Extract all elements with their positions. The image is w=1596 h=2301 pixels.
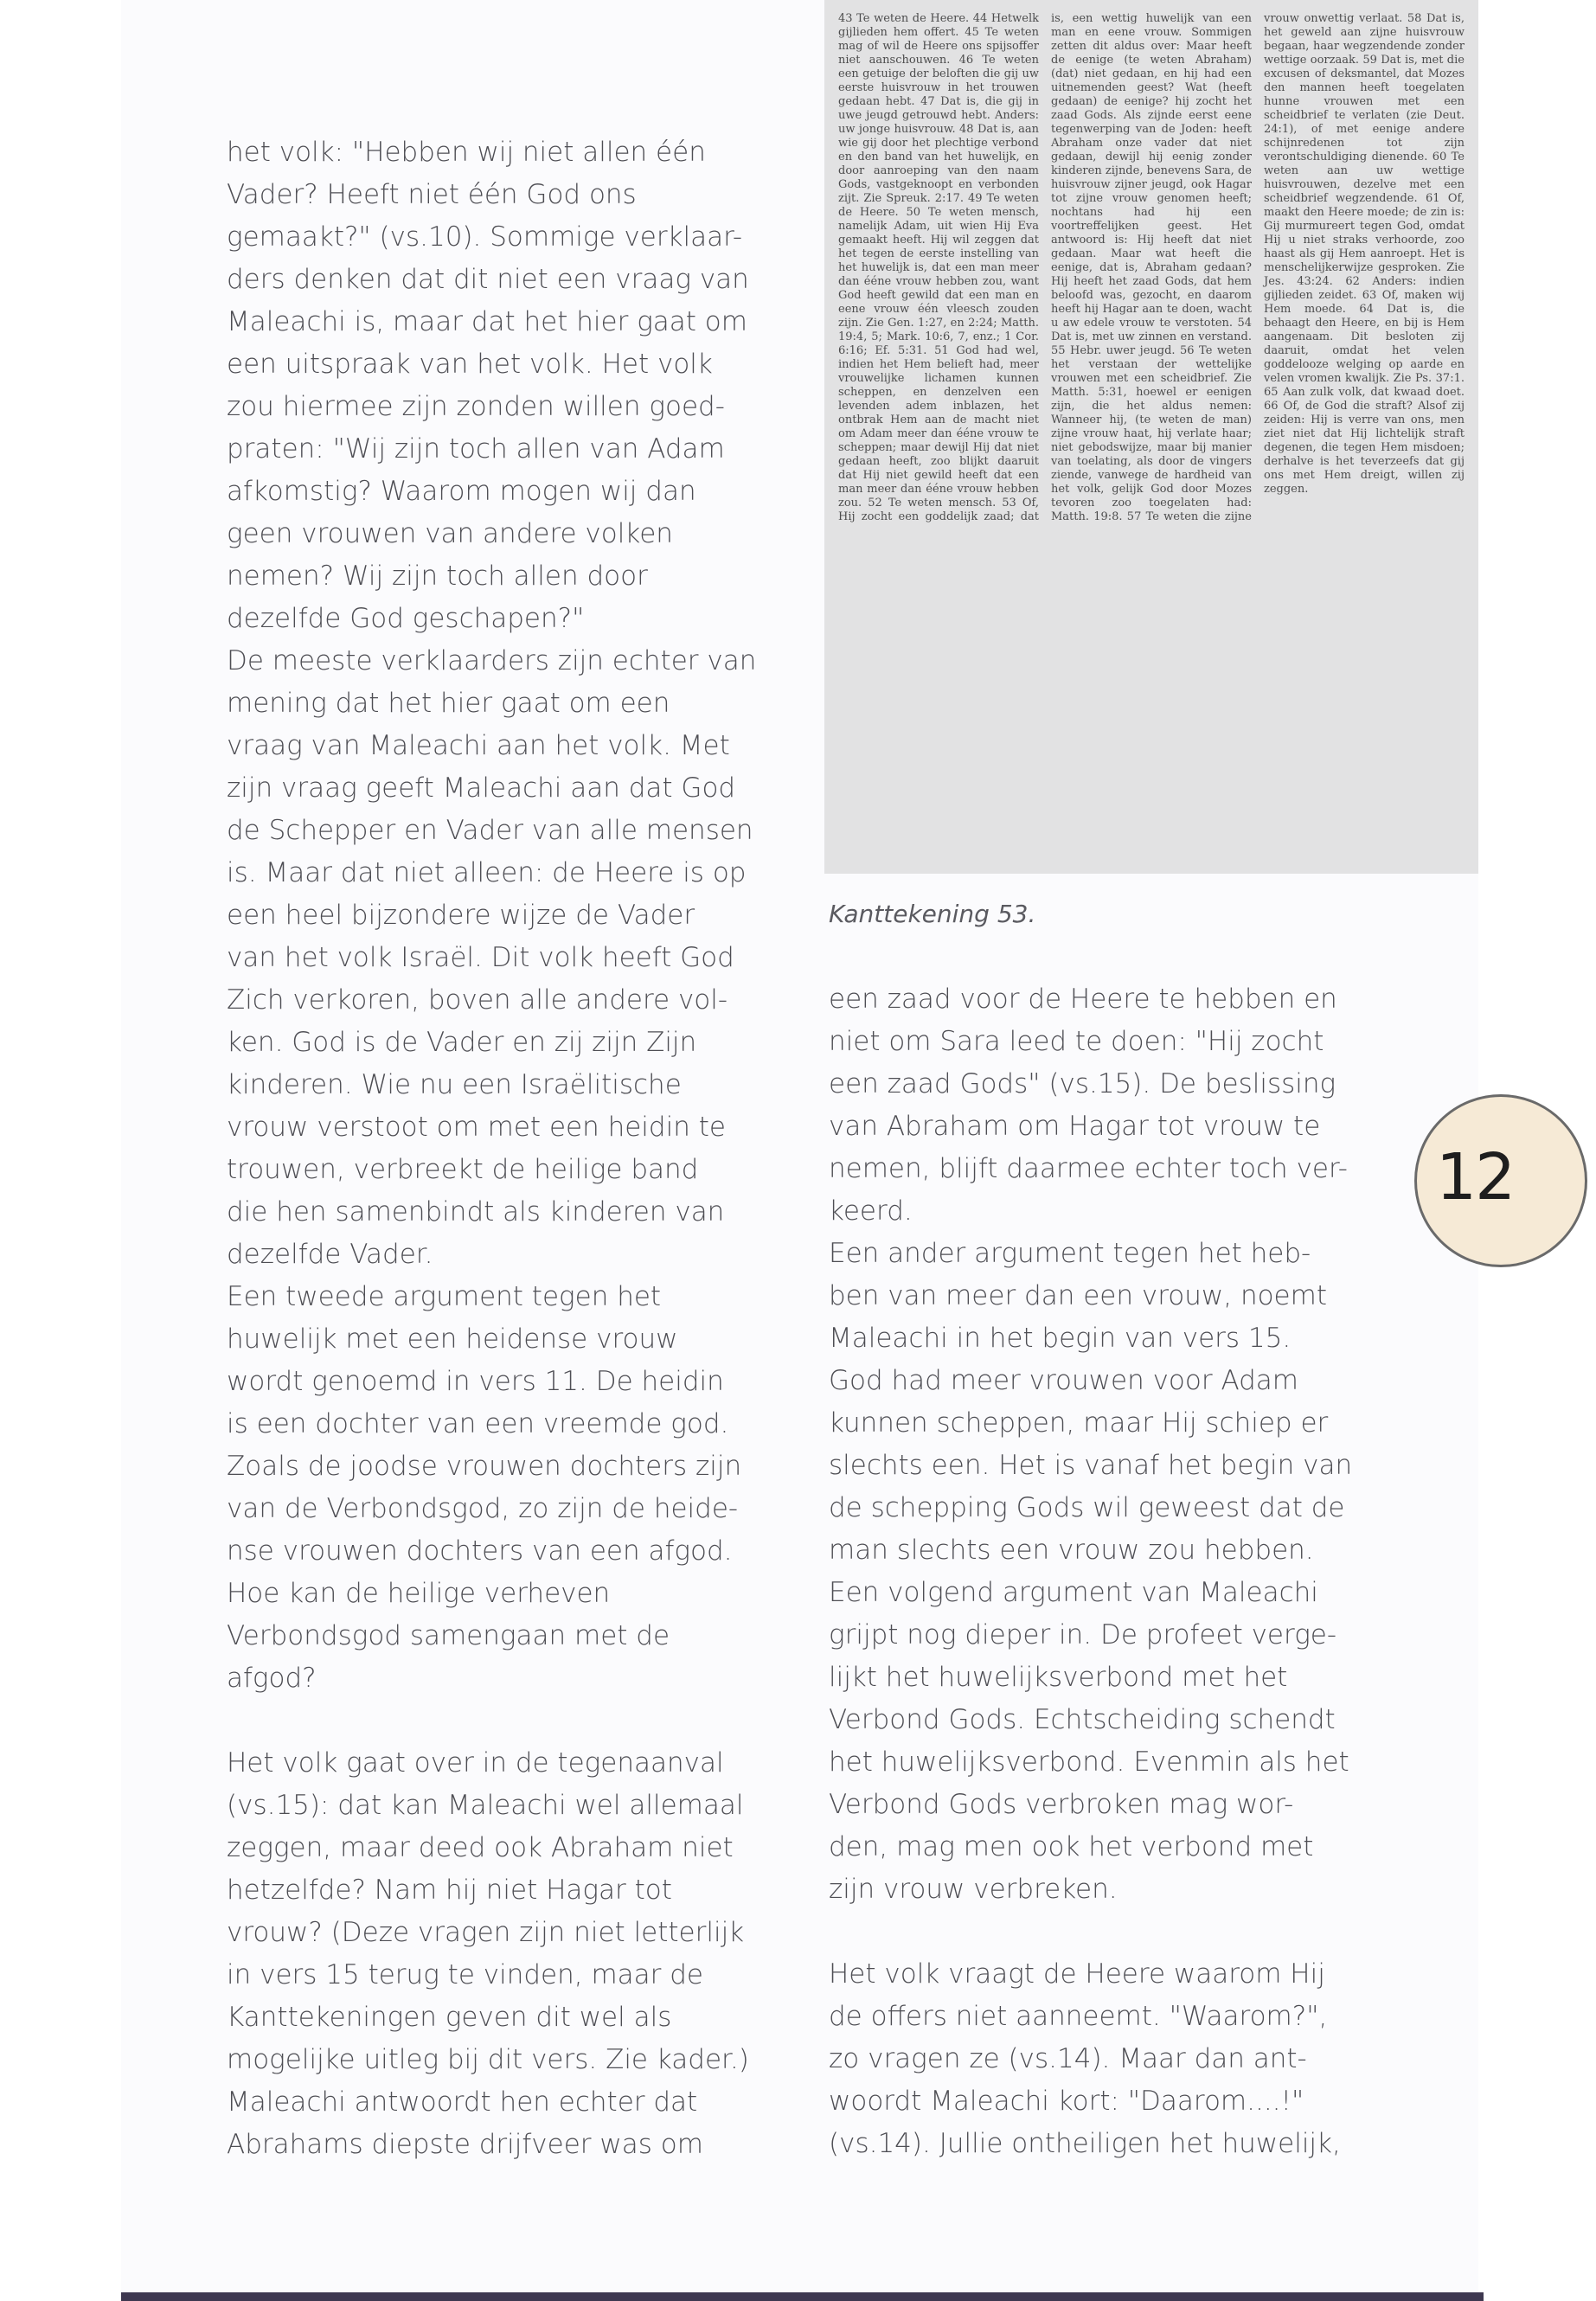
right-text-column bbox=[829, 978, 1382, 2165]
text-line: afgod? bbox=[227, 1663, 317, 1694]
text-line: de schepping Gods wil geweest dat de bbox=[829, 1492, 1345, 1523]
facsimile-text: 43 Te weten de Heere. 44 Hetwelk gijlieden hem offert. 45 Te weten mag of wil de Heere ons spijsoffer niet aanschouwen. 46 Te weten een getuige der beloften die gij uw eerste huisvrouw in het trouwen gedaan hebt. 47 Dat is, die gij in uwe jeugd getrouwd hebt. Anders: uw jonge huisvrouw. 48 Dat is, aan wie gij door het plechtige verbond en den band van het huwelijk, en door aanroeping van den naam Gods, vastgeknoopt en verbonden zijt. Zie Spreuk. 2:17. 49 Te weten de Heere. 50 Te weten mensch, namelijk Adam, uit wien Hij Eva gemaakt heeft. Hij wil zeggen dat het tegen de eerste instelling van het huwelijk is, dat een man meer dan ééne vrouw hebben zou, want God heeft gewild dat een man en eene vrouw één vleesch zouden zijn. Zie Gen. 1:27, en 2:24; Matth. 19:4, 5; Mark. 10:6, 7, enz.; 1 Cor. 6:16; Ef. 5:31. 51 God had wel, indien het Hem belieft had, meer vrouwelijke lichamen kunnen scheppen, en denzelven een levenden adem inblazen, het ontbrak Hem aan de macht niet om Adam meer dan ééne vrouw te scheppen; maar dewijl Hij dat niet gedaan heeft, zoo blijkt daaruit dat Hij niet gewild heeft dat een man meer dan ééne vrouw hebben zou. 52 Te weten mensch. 53 Of, Hij zocht een goddelijk zaad; dat is, een wettig huwelijk van een man en eene vrouw. Sommigen zetten dit aldus over: Maar heeft de eenige (te weten Abraham) (dat) niet gedaan, en hij had een uitnemenden geest? Wat (heeft gedaan) de eenige? hij zocht het zaad Gods. Als zijnde eerst eene tegenwerping van de Joden: heeft Abraham onze vader dat niet gedaan, dewijl hij eenig zonder kinderen zijnde, benevens Sara, de huisvrouw zijner jeugd, ook Hagar tot zijne vrouw genomen heeft; nochtans had hij een voortreffelijken geest. Het antwoord is: Hij heeft dat niet gedaan. Maar wat heeft die eenige, dat is, Abraham gedaan? Hij heeft het zaad Gods, dat hem beloofd was, gezocht, en daarom heeft hij Hagar aan te doen, wacht u aw edele vrouw te verstoten. 54 Dat is, met uw zinnen en verstand. 55 Hebr. uwer jeugd. 56 Te weten het verstaan der wettelijke vrouwen met een scheidbrief. Zie Matth. 5:31, hoewel er eenigen zijn, die het aldus nemen: Wanneer hij, (te weten de man) zijne vrouw haat, hij verlate haar; niet gebodswijze, maar bij manier van toelating, als door de vingers ziende, vanwege de hardheid van het volk, gelijk God door Mozes tevoren zoo toegelaten had: Matth. 19:8. 57 Te weten die zijne vrouw onwettig verlaat. 58 Dat is, het geweld aan zijne huisvrouw begaan, haar wegzendende zonder wettige oorzaak. 59 Dat is, met die excusen of deksmantel, dat Mozes den mannen heeft toegelaten hunne vrouwen met een scheidbrief te verlaten (zie Deut. 24:1), of met eenige andere schijnredenen tot zijn verontschuldiging dienende. 60 Te weten aan uw wettige huisvrouwen, dezelve met een scheidbrief wegzendende. 61 Of, maakt den Heere moede; de zin is: Gij murmureert tegen God, omdat Hij u niet straks verhoorde, zoo haast als gij Hem aanroept. Het is menschelijkerwijze gesproken. Zie Jes. 43:24. 62 Anders: indien gijlieden zeidet. 63 Of, maken wij Hem moede. 64 Dat is, die behaagt den Heere, en bij is Hem aangenaam. Dit besloten zij daaruit, omdat het velen goddelooze welging op aarde en velen vromen kwalijk. Zie Ps. 37:1. 65 Aan zulk volk, dat kwaad doet. 66 Of, de God die straft? Alsof zij zeiden: Hij is verre van ons, men ziet niet dat Hij lichtelijk straft degenen, die tegen Hem misdoen; derhalve is het teverzeefs dat gij ons met Hem dreigt, willen zij zeggen. bbox=[838, 12, 1465, 523]
text-line: het huwelijksverbond. Evenmin als het bbox=[829, 1747, 1349, 1778]
text-line: zijn vraag geeft Maleachi aan dat God bbox=[227, 772, 736, 804]
text-line: een heel bijzondere wijze de Vader bbox=[227, 900, 695, 931]
text-line: woordt Maleachi kort: "Daarom....!" bbox=[829, 2086, 1304, 2117]
text-line: Abrahams diepste drijfveer was om bbox=[227, 2129, 703, 2160]
text-line: mogelijke uitleg bij dit vers. Zie kader.) bbox=[227, 2044, 749, 2075]
text-line: zeggen, maar deed ook Abraham niet bbox=[227, 1832, 734, 1863]
text-line: zo vragen ze (vs.14). Maar dan ant- bbox=[829, 2043, 1307, 2074]
page-number-badge bbox=[1414, 1094, 1587, 1267]
left-text-column bbox=[227, 131, 780, 2166]
text-line: zou hiermee zijn zonden willen goed- bbox=[227, 391, 725, 422]
text-line: een zaad Gods" (vs.15). De beslissing bbox=[829, 1068, 1336, 1099]
text-line: niet om Sara leed te doen: "Hij zocht bbox=[829, 1026, 1324, 1057]
facsimile-caption: Kanttekening 53. bbox=[829, 900, 1036, 928]
text-line: Het volk vraagt de Heere waarom Hij bbox=[829, 1958, 1325, 1990]
text-line: Zich verkoren, boven alle andere vol- bbox=[227, 984, 728, 1016]
text-line: vraag van Maleachi aan het volk. Met bbox=[227, 730, 730, 761]
bible-annotation-facsimile bbox=[824, 0, 1478, 874]
text-line: Maleachi antwoordt hen echter dat bbox=[227, 2086, 698, 2118]
text-line: nemen? Wij zijn toch allen door bbox=[227, 561, 648, 592]
text-line: een zaad voor de Heere te hebben en bbox=[829, 984, 1337, 1015]
text-line: gemaakt?" (vs.10). Sommige verklaar- bbox=[227, 221, 743, 253]
text-line: man slechts een vrouw zou hebben. bbox=[829, 1535, 1314, 1566]
text-line: ben van meer dan een vrouw, noemt bbox=[829, 1280, 1327, 1311]
text-line: in vers 15 terug te vinden, maar de bbox=[227, 1959, 703, 1990]
paragraph-gap bbox=[227, 1700, 780, 1742]
text-line: Een tweede argument tegen het bbox=[227, 1281, 662, 1312]
text-line: Vader? Heeft niet één God ons bbox=[227, 179, 637, 210]
text-line: wordt genoemd in vers 11. De heidin bbox=[227, 1366, 724, 1397]
text-line: Een ander argument tegen het heb- bbox=[829, 1238, 1311, 1269]
text-line: Maleachi in het begin van vers 15. bbox=[829, 1323, 1292, 1354]
text-line: ders denken dat dit niet een vraag van bbox=[227, 264, 749, 295]
text-line: (vs.14). Jullie ontheiligen het huwelijk, bbox=[829, 2128, 1341, 2159]
text-line: kunnen scheppen, maar Hij schiep er bbox=[829, 1407, 1329, 1439]
text-line: nse vrouwen dochters van een afgod. bbox=[227, 1535, 733, 1567]
text-line: dezelfde God geschapen?" bbox=[227, 603, 585, 634]
text-line: slechts een. Het is vanaf het begin van bbox=[829, 1450, 1353, 1481]
text-line: Een volgend argument van Maleachi bbox=[829, 1577, 1318, 1608]
text-line: van Abraham om Hagar tot vrouw te bbox=[829, 1111, 1321, 1142]
text-line: Verbond Gods. Echtscheiding schendt bbox=[829, 1704, 1336, 1735]
text-line: Verbondsgod samengaan met de bbox=[227, 1620, 670, 1651]
page-number: 12 bbox=[1436, 1140, 1515, 1215]
text-line: is. Maar dat niet alleen: de Heere is op bbox=[227, 857, 747, 888]
text-line: grijpt nog dieper in. De profeet verge- bbox=[829, 1619, 1337, 1650]
text-line: vrouw? (Deze vragen zijn niet letterlijk bbox=[227, 1917, 745, 1948]
text-line: kinderen. Wie nu een Israëlitische bbox=[227, 1069, 682, 1100]
text-line: Hoe kan de heilige verheven bbox=[227, 1578, 611, 1609]
text-line: (vs.15): dat kan Maleachi wel allemaal bbox=[227, 1790, 744, 1821]
text-line: die hen samenbindt als kinderen van bbox=[227, 1196, 725, 1227]
text-line: het volk: "Hebben wij niet allen één bbox=[227, 137, 706, 168]
text-line: de Schepper en Vader van alle mensen bbox=[227, 815, 753, 846]
text-line: ken. God is de Vader en zij zijn Zijn bbox=[227, 1027, 697, 1058]
right-paragraph-2 bbox=[829, 1953, 1382, 2165]
text-line: Maleachi is, maar dat het hier gaat om bbox=[227, 306, 747, 337]
text-line: een uitspraak van het volk. Het volk bbox=[227, 349, 713, 380]
left-paragraph-1 bbox=[227, 131, 780, 1700]
text-line: praten: "Wij zijn toch allen van Adam bbox=[227, 433, 725, 465]
left-paragraph-2 bbox=[227, 1742, 780, 2166]
text-line: de offers niet aanneemt. "Waarom?", bbox=[829, 2001, 1328, 2032]
text-line: keerd. bbox=[829, 1195, 913, 1227]
text-line: zijn vrouw verbreken. bbox=[829, 1874, 1118, 1905]
right-paragraph-1 bbox=[829, 978, 1382, 1911]
text-line: van de Verbondsgod, zo zijn de heide- bbox=[227, 1493, 739, 1524]
text-line: Zoals de joodse vrouwen dochters zijn bbox=[227, 1451, 742, 1482]
text-line: Het volk gaat over in de tegenaanval bbox=[227, 1747, 724, 1779]
text-line: hetzelfde? Nam hij niet Hagar tot bbox=[227, 1875, 672, 1906]
text-line: De meeste verklaarders zijn echter van bbox=[227, 645, 757, 676]
text-line: huwelijk met een heidense vrouw bbox=[227, 1324, 678, 1355]
text-line: Verbond Gods verbroken mag wor- bbox=[829, 1789, 1294, 1820]
text-line: trouwen, verbreekt de heilige band bbox=[227, 1154, 699, 1185]
text-line: is een dochter van een vreemde god. bbox=[227, 1408, 729, 1439]
text-line: nemen, blijft daarmee echter toch ver- bbox=[829, 1153, 1348, 1184]
text-line: van het volk Israël. Dit volk heeft God bbox=[227, 942, 734, 973]
text-line: mening dat het hier gaat om een bbox=[227, 688, 670, 719]
text-line: lijkt het huwelijksverbond met het bbox=[829, 1662, 1288, 1693]
text-line: afkomstig? Waarom mogen wij dan bbox=[227, 476, 696, 507]
text-line: Kanttekeningen geven dit wel als bbox=[227, 2002, 672, 2033]
text-line: dezelfde Vader. bbox=[227, 1239, 433, 1270]
text-line: den, mag men ook het verbond met bbox=[829, 1831, 1314, 1862]
paragraph-gap bbox=[829, 1911, 1382, 1953]
text-line: geen vrouwen van andere volken bbox=[227, 518, 673, 549]
text-line: vrouw verstoot om met een heidin te bbox=[227, 1112, 726, 1143]
text-line: God had meer vrouwen voor Adam bbox=[829, 1365, 1298, 1396]
bottom-edge-strip bbox=[121, 2292, 1484, 2301]
